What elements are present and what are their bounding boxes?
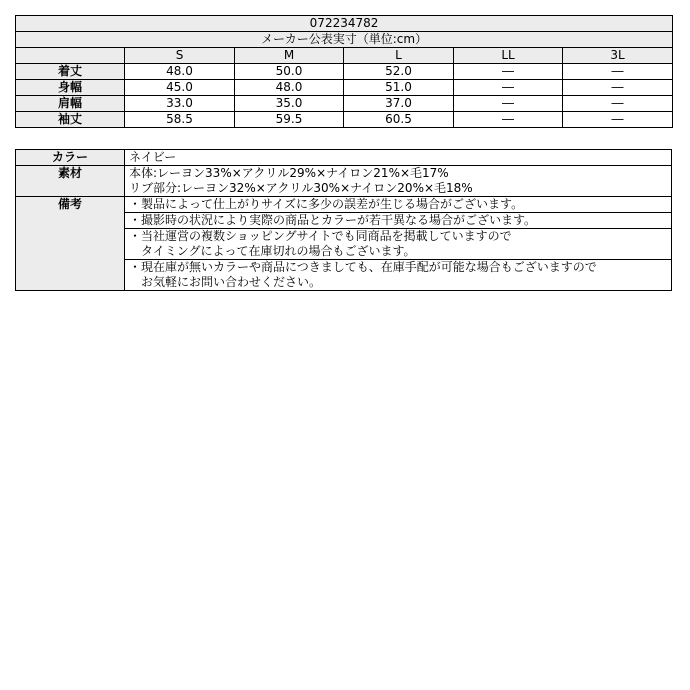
table-row (16, 64, 673, 80)
table-cell: 45.0 (125, 80, 235, 96)
color-value: ネイビー (125, 150, 672, 166)
size-header-s: S (125, 48, 235, 64)
row-label: 肩幅 (16, 96, 125, 112)
table-cell: 59.5 (235, 112, 344, 128)
table-row (16, 96, 673, 112)
note-item (125, 229, 672, 260)
table-row (16, 112, 673, 128)
table-cell: ― (454, 96, 563, 112)
note-item (125, 197, 672, 213)
color-label: カラー (16, 150, 125, 166)
table-cell: 60.5 (344, 112, 454, 128)
material-line: リブ部分:レーヨン32%×アクリル30%×ナイロン20%×毛18% (129, 181, 473, 195)
size-header-3l: 3L (563, 48, 673, 64)
note-line: お気軽にお問い合わせください。 (129, 275, 322, 289)
table-cell: 58.5 (125, 112, 235, 128)
table-cell: ― (454, 80, 563, 96)
note-line: ・当社運営の複数ショッピングサイトでも同商品を掲載していますので (129, 229, 512, 243)
product-code: 072234782 (16, 16, 673, 32)
note-row (16, 197, 672, 213)
size-header-ll: LL (454, 48, 563, 64)
table-cell: 50.0 (235, 64, 344, 80)
table-cell: 48.0 (235, 80, 344, 96)
table-cell: 35.0 (235, 96, 344, 112)
size-header-m: M (235, 48, 344, 64)
note-item (125, 260, 672, 291)
size-header-l: L (344, 48, 454, 64)
row-label: 袖丈 (16, 112, 125, 128)
row-label: 身幅 (16, 80, 125, 96)
note-item (125, 213, 672, 229)
table-cell: 52.0 (344, 64, 454, 80)
row-label: 着丈 (16, 64, 125, 80)
table-cell: 37.0 (344, 96, 454, 112)
table-cell: 48.0 (125, 64, 235, 80)
table-cell: ― (563, 64, 673, 80)
table-row (16, 80, 673, 96)
header-corner (16, 48, 125, 64)
size-table (15, 15, 673, 128)
info-table (15, 149, 672, 291)
table-cell: ― (563, 80, 673, 96)
material-line: 本体:レーヨン33%×アクリル29%×ナイロン21%×毛17% (129, 166, 449, 180)
table-cell: 51.0 (344, 80, 454, 96)
note-line: ・撮影時の状況により実際の商品とカラーが若干異なる場合がございます。 (129, 213, 537, 227)
material-row (16, 166, 672, 197)
table-cell: 33.0 (125, 96, 235, 112)
note-line: ・現在庫が無いカラーや商品につきましても、在庫手配が可能な場合もございますので (129, 260, 597, 274)
color-row (16, 150, 672, 166)
notes-label: 備考 (16, 197, 125, 291)
material-label: 素材 (16, 166, 125, 197)
note-line: ・製品によって仕上がりサイズに多少の誤差が生じる場合がございます。 (129, 197, 524, 211)
table-cell: ― (454, 112, 563, 128)
note-line: タイミングによって在庫切れの場合もございます。 (129, 244, 416, 258)
table-cell: ― (563, 96, 673, 112)
table-cell: ― (454, 64, 563, 80)
size-table-title: メーカー公表実寸（単位:cm） (16, 32, 673, 48)
material-value (125, 166, 672, 197)
table-cell: ― (563, 112, 673, 128)
